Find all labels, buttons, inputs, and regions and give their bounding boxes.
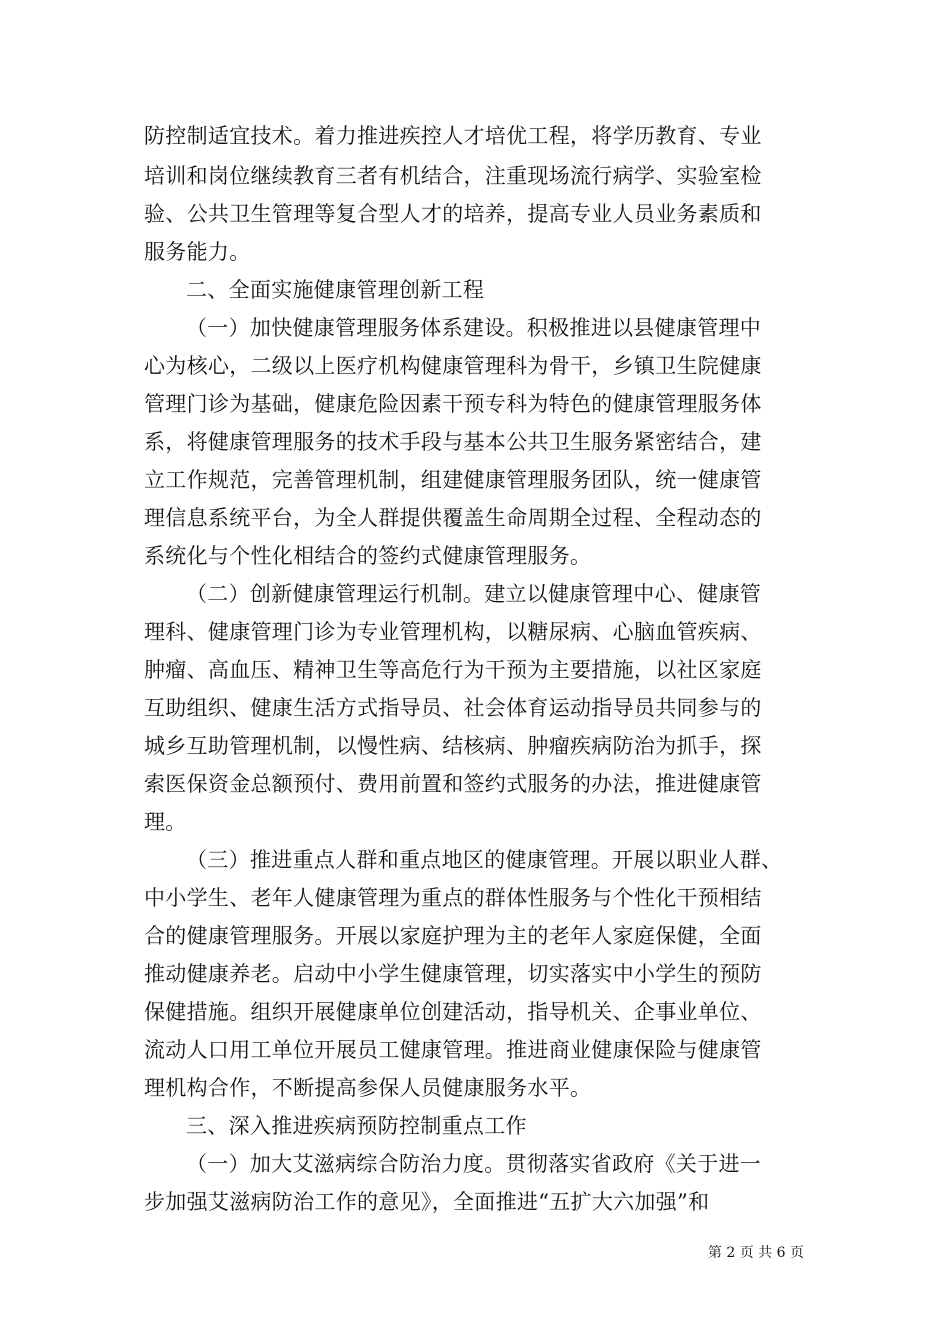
text-line: 验、公共卫生管理等复合型人才的培养，提高专业人员业务素质和 <box>144 202 762 226</box>
text-line: （一）加大艾滋病综合防治力度。贯彻落实省政府《关于进一 <box>186 1152 762 1176</box>
text-line: 防控制适宜技术。着力推进疾控人才培优工程，将学历教育、专业 <box>144 124 762 148</box>
page-number: 第 2 页 共 6 页 <box>707 1245 804 1261</box>
section-heading: 二、全面实施健康管理创新工程 <box>186 278 485 302</box>
text-line: 立工作规范，完善管理机制，组建健康管理服务团队，统一健康管 <box>144 468 762 492</box>
text-line: （二）创新健康管理运行机制。建立以健康管理中心、健康管 <box>186 582 762 606</box>
text-line: 流动人口用工单位开展员工健康管理。推进商业健康保险与健康管 <box>144 1038 762 1062</box>
text-line: 肿瘤、高血压、精神卫生等高危行为干预为主要措施，以社区家庭 <box>144 658 762 682</box>
text-line: 推动健康养老。启动中小学生健康管理，切实落实中小学生的预防 <box>144 962 762 986</box>
text-line: 合的健康管理服务。开展以家庭护理为主的老年人家庭保健，全面 <box>144 924 762 948</box>
text-line: 理科、健康管理门诊为专业管理机构，以糖尿病、心脑血管疾病、 <box>144 620 762 644</box>
text-line: 理信息系统平台，为全人群提供覆盖生命周期全过程、全程动态的 <box>144 506 762 530</box>
text-line: 城乡互助管理机制，以慢性病、结核病、肿瘤疾病防治为抓手，探 <box>144 734 762 758</box>
text-line: （一）加快健康管理服务体系建设。积极推进以县健康管理中 <box>186 316 762 340</box>
text-line: 保健措施。组织开展健康单位创建活动，指导机关、企事业单位、 <box>144 1000 762 1024</box>
text-line: 理机构合作，不断提高参保人员健康服务水平。 <box>144 1076 592 1100</box>
text-line: （三）推进重点人群和重点地区的健康管理。开展以职业人群、 <box>186 848 783 872</box>
text-line: 理。 <box>144 810 187 834</box>
text-line: 管理门诊为基础，健康危险因素干预专科为特色的健康管理服务体 <box>144 392 762 416</box>
text-line: 服务能力。 <box>144 240 251 264</box>
text-line: 中小学生、老年人健康管理为重点的群体性服务与个性化干预相结 <box>144 886 762 910</box>
section-heading: 三、深入推进疾病预防控制重点工作 <box>186 1114 527 1138</box>
text-line: 互助组织、健康生活方式指导员、社会体育运动指导员共同参与的 <box>144 696 762 720</box>
text-line: 系统化与个性化相结合的签约式健康管理服务。 <box>144 544 592 568</box>
text-line: 索医保资金总额预付、费用前置和签约式服务的办法，推进健康管 <box>144 772 762 796</box>
text-line: 步加强艾滋病防治工作的意见》，全面推进“五扩大六加强”和 <box>144 1190 710 1214</box>
text-line: 系，将健康管理服务的技术手段与基本公共卫生服务紧密结合，建 <box>144 430 762 454</box>
text-line: 心为核心，二级以上医疗机构健康管理科为骨干，乡镇卫生院健康 <box>144 354 762 378</box>
text-line: 培训和岗位继续教育三者有机结合，注重现场流行病学、实验室检 <box>144 164 762 188</box>
